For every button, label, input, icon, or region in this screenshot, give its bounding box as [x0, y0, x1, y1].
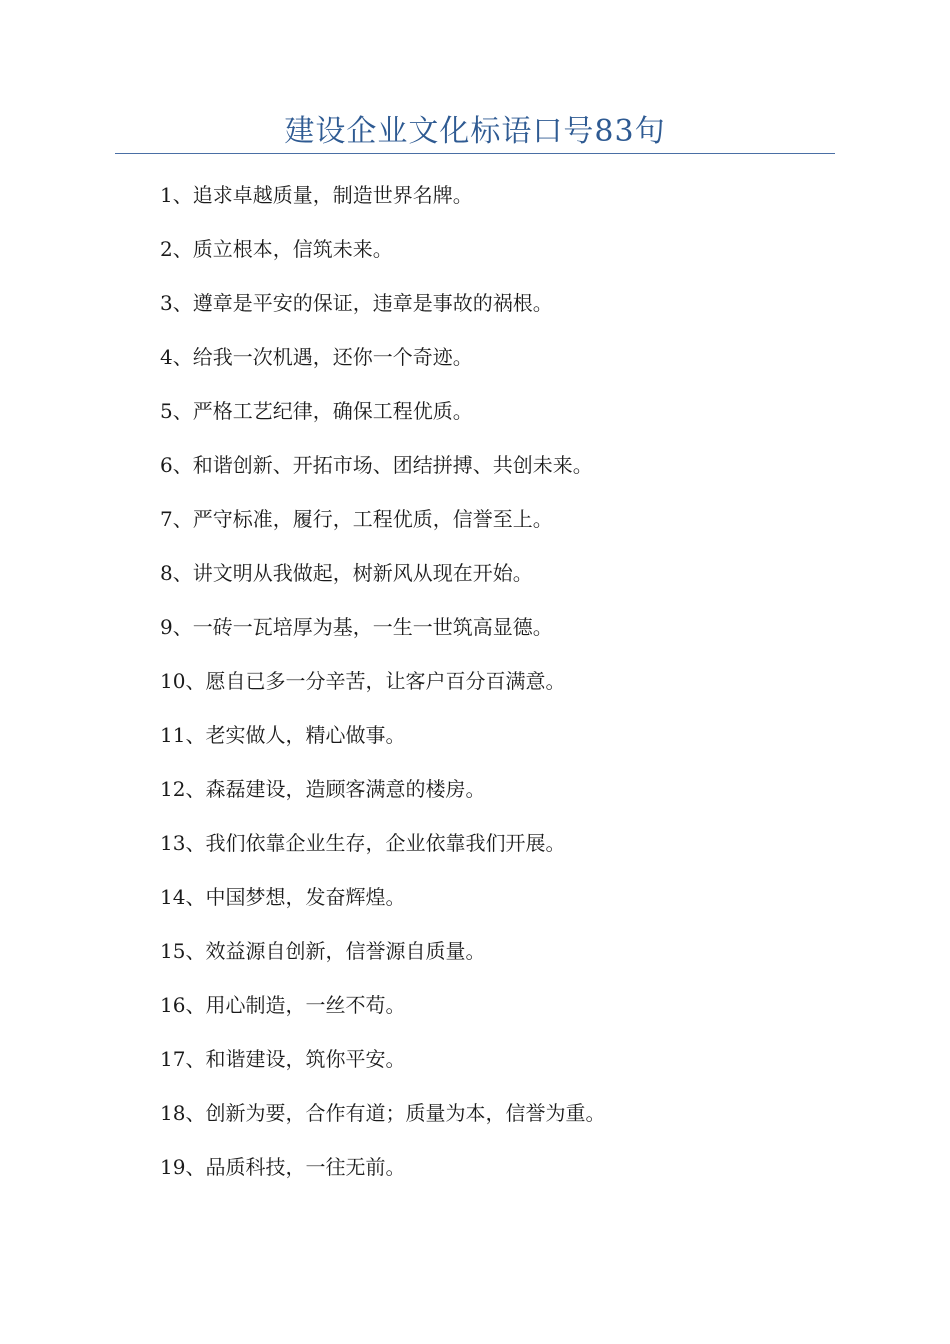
page-title: 建设企业文化标语口号83句 — [284, 114, 666, 149]
list-item: 9、一砖一瓦培厚为基，一生一世筑高显德。 — [160, 615, 553, 639]
list-item: 4、给我一次机遇，还你一个奇迹。 — [160, 345, 473, 369]
list-item: 10、愿自已多一分辛苦，让客户百分百满意。 — [160, 669, 566, 693]
list-item: 5、严格工艺纪律，确保工程优质。 — [160, 399, 473, 423]
list-item: 14、中国梦想，发奋辉煌。 — [160, 885, 406, 909]
title-underline — [115, 153, 835, 154]
list-item: 6、和谐创新、开拓市场、团结拼搏、共创未来。 — [160, 453, 593, 477]
list-item: 7、严守标准，履行，工程优质，信誉至上。 — [160, 507, 553, 531]
list-item: 13、我们依靠企业生存，企业依靠我们开展。 — [160, 831, 566, 855]
list-item: 1、追求卓越质量，制造世界名牌。 — [160, 183, 473, 207]
list-item: 11、老实做人，精心做事。 — [160, 723, 406, 747]
slogan-list — [160, 178, 605, 1204]
list-item: 3、遵章是平安的保证，违章是事故的祸根。 — [160, 291, 553, 315]
list-item: 18、创新为要，合作有道；质量为本，信誉为重。 — [160, 1101, 606, 1125]
list-item: 17、和谐建设，筑你平安。 — [160, 1047, 406, 1071]
list-item: 12、森磊建设，造顾客满意的楼房。 — [160, 777, 486, 801]
list-item: 15、效益源自创新，信誉源自质量。 — [160, 939, 486, 963]
list-item: 2、质立根本，信筑未来。 — [160, 237, 393, 261]
list-item: 16、用心制造，一丝不苟。 — [160, 993, 406, 1017]
list-item: 19、品质科技，一往无前。 — [160, 1155, 406, 1179]
list-item: 8、讲文明从我做起，树新风从现在开始。 — [160, 561, 533, 585]
